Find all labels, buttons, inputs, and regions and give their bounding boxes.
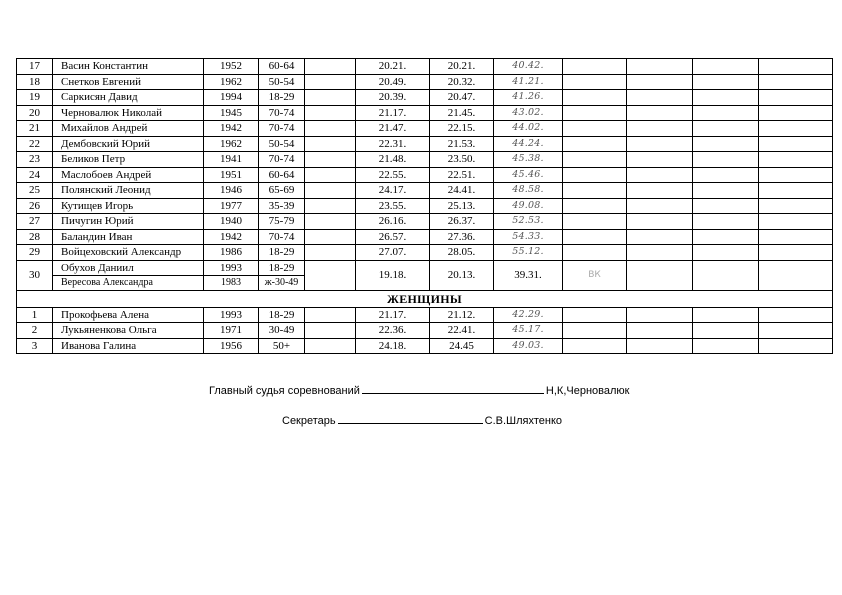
total-time-cell: 41.21. <box>494 74 563 90</box>
birth-year-cell: 1941 <box>204 152 259 168</box>
place-cell: 26 <box>17 198 53 214</box>
empty-cell <box>305 198 356 214</box>
empty-cell <box>693 152 759 168</box>
lap1-time-cell: 24.17. <box>356 183 430 199</box>
lap1-time-cell: 22.31. <box>356 136 430 152</box>
table-row <box>17 338 833 354</box>
empty-cell <box>759 183 833 199</box>
name-cell: Вересова Александра <box>53 275 204 290</box>
birth-year-cell: 1940 <box>204 214 259 230</box>
lap2-time-cell: 24.41. <box>430 183 494 199</box>
table-row <box>17 323 833 339</box>
section-row <box>17 290 833 307</box>
empty-cell <box>305 105 356 121</box>
birth-year-cell: 1946 <box>204 183 259 199</box>
lap1-time-cell: 21.17. <box>356 307 430 323</box>
empty-cell <box>759 74 833 90</box>
lap2-time-cell: 22.41. <box>430 323 494 339</box>
place-cell: 28 <box>17 229 53 245</box>
total-time-cell: 41.26. <box>494 90 563 106</box>
name-cell: Снетков Евгений <box>53 74 204 90</box>
lap2-time-cell: 26.37. <box>430 214 494 230</box>
empty-cell <box>305 338 356 354</box>
empty-cell <box>693 323 759 339</box>
place-cell: 18 <box>17 74 53 90</box>
table-row <box>17 198 833 214</box>
total-time-cell: 49.03. <box>494 338 563 354</box>
place-cell: 23 <box>17 152 53 168</box>
lap2-time-cell: 21.12. <box>430 307 494 323</box>
birth-year-cell: 1942 <box>204 229 259 245</box>
empty-cell <box>305 245 356 261</box>
age-group-cell: 60-64 <box>259 59 305 75</box>
birth-year-cell: 1986 <box>204 245 259 261</box>
age-group-cell: 70-74 <box>259 152 305 168</box>
lap2-time-cell: 21.53. <box>430 136 494 152</box>
total-time-cell: 54.33. <box>494 229 563 245</box>
table-row-pair <box>17 260 833 275</box>
lap1-time-cell: 24.18. <box>356 338 430 354</box>
empty-cell <box>693 307 759 323</box>
table-row <box>17 183 833 199</box>
mark-cell <box>563 183 627 199</box>
chief-judge-signature <box>209 385 629 397</box>
name-cell: Иванова Галина <box>53 338 204 354</box>
lap1-time-cell: 23.55. <box>356 198 430 214</box>
birth-year-cell: 1993 <box>204 307 259 323</box>
age-group-cell: 18-29 <box>259 90 305 106</box>
empty-cell <box>305 214 356 230</box>
lap1-time-cell: 27.07. <box>356 245 430 261</box>
lap2-time-cell: 22.51. <box>430 167 494 183</box>
age-group-cell: 70-74 <box>259 121 305 137</box>
age-group-cell: 70-74 <box>259 229 305 245</box>
age-group-cell: 65-69 <box>259 183 305 199</box>
empty-cell <box>693 245 759 261</box>
place-cell: 21 <box>17 121 53 137</box>
table-row <box>17 74 833 90</box>
total-time-cell: 48.58. <box>494 183 563 199</box>
empty-cell <box>627 229 693 245</box>
lap1-time-cell: 21.47. <box>356 121 430 137</box>
empty-cell <box>759 338 833 354</box>
lap2-time-cell: 20.47. <box>430 90 494 106</box>
total-time-cell: 55.12. <box>494 245 563 261</box>
empty-cell <box>627 136 693 152</box>
mark-cell <box>563 136 627 152</box>
name-cell: Саркисян Давид <box>53 90 204 106</box>
empty-cell <box>627 338 693 354</box>
table-row <box>17 59 833 75</box>
results-table <box>16 58 833 354</box>
place-cell: 24 <box>17 167 53 183</box>
secretary-name: С.В.Шляхтенко <box>484 415 563 427</box>
empty-cell <box>693 229 759 245</box>
empty-cell <box>305 90 356 106</box>
empty-cell <box>627 121 693 137</box>
secretary-signature <box>282 415 562 427</box>
mark-cell <box>563 198 627 214</box>
lap2-time-cell: 20.13. <box>430 260 494 290</box>
lap2-time-cell: 25.13. <box>430 198 494 214</box>
total-time-cell: 43.02. <box>494 105 563 121</box>
empty-cell <box>759 229 833 245</box>
empty-cell <box>693 183 759 199</box>
empty-cell <box>693 214 759 230</box>
empty-cell <box>627 245 693 261</box>
mark-cell <box>563 152 627 168</box>
age-group-cell: 50-54 <box>259 74 305 90</box>
mark-cell <box>563 105 627 121</box>
empty-cell <box>627 260 693 290</box>
empty-cell <box>759 105 833 121</box>
place-cell: 27 <box>17 214 53 230</box>
place-cell: 2 <box>17 323 53 339</box>
lap1-time-cell: 21.48. <box>356 152 430 168</box>
name-cell: Черновалюк Николай <box>53 105 204 121</box>
mark-cell <box>563 121 627 137</box>
birth-year-cell: 1971 <box>204 323 259 339</box>
table-row <box>17 245 833 261</box>
secretary-signature-line <box>338 423 483 424</box>
empty-cell <box>627 90 693 106</box>
age-group-cell: 60-64 <box>259 167 305 183</box>
mark-cell <box>563 323 627 339</box>
empty-cell <box>627 59 693 75</box>
section-title: ЖЕНЩИНЫ <box>17 290 833 307</box>
name-cell: Полянский Леонид <box>53 183 204 199</box>
birth-year-cell: 1945 <box>204 105 259 121</box>
lap1-time-cell: 20.49. <box>356 74 430 90</box>
name-cell: Кутищев Игорь <box>53 198 204 214</box>
empty-cell <box>305 260 356 290</box>
age-group-cell: 70-74 <box>259 105 305 121</box>
empty-cell <box>627 323 693 339</box>
lap2-time-cell: 20.21. <box>430 59 494 75</box>
empty-cell <box>759 59 833 75</box>
lap1-time-cell: 26.57. <box>356 229 430 245</box>
name-cell: Обухов Даниил <box>53 260 204 275</box>
age-group-cell: 18-29 <box>259 260 305 275</box>
place-cell: 20 <box>17 105 53 121</box>
total-time-cell: 45.38. <box>494 152 563 168</box>
name-cell: Васин Константин <box>53 59 204 75</box>
table-row <box>17 214 833 230</box>
birth-year-cell: 1962 <box>204 74 259 90</box>
empty-cell <box>305 167 356 183</box>
empty-cell <box>305 183 356 199</box>
empty-cell <box>693 74 759 90</box>
empty-cell <box>627 214 693 230</box>
empty-cell <box>759 167 833 183</box>
empty-cell <box>627 105 693 121</box>
birth-year-cell: 1942 <box>204 121 259 137</box>
empty-cell <box>305 307 356 323</box>
total-time-cell: 44.02. <box>494 121 563 137</box>
mark-cell <box>563 90 627 106</box>
total-time-cell: 45.46. <box>494 167 563 183</box>
birth-year-cell: 1952 <box>204 59 259 75</box>
table-row <box>17 105 833 121</box>
place-cell: 29 <box>17 245 53 261</box>
total-time-cell: 52.53. <box>494 214 563 230</box>
lap2-time-cell: 28.05. <box>430 245 494 261</box>
lap2-time-cell: 22.15. <box>430 121 494 137</box>
table-row <box>17 307 833 323</box>
place-cell: 1 <box>17 307 53 323</box>
empty-cell <box>693 338 759 354</box>
name-cell: Лукьяненкова Ольга <box>53 323 204 339</box>
empty-cell <box>759 136 833 152</box>
mark-cell <box>563 167 627 183</box>
empty-cell <box>627 74 693 90</box>
empty-cell <box>759 90 833 106</box>
empty-cell <box>627 167 693 183</box>
total-time-cell: 45.17. <box>494 323 563 339</box>
place-cell: 22 <box>17 136 53 152</box>
total-time-cell: 44.24. <box>494 136 563 152</box>
empty-cell <box>759 260 833 290</box>
empty-cell <box>693 121 759 137</box>
empty-cell <box>305 136 356 152</box>
mark-cell <box>563 245 627 261</box>
empty-cell <box>759 245 833 261</box>
empty-cell <box>693 260 759 290</box>
empty-cell <box>627 183 693 199</box>
mark-cell <box>563 307 627 323</box>
birth-year-cell: 1983 <box>204 275 259 290</box>
name-cell: Маслобоев Андрей <box>53 167 204 183</box>
name-cell: Прокофьева Алена <box>53 307 204 323</box>
table-row <box>17 229 833 245</box>
total-time-cell: 40.42. <box>494 59 563 75</box>
total-time-cell: 49.08. <box>494 198 563 214</box>
lap1-time-cell: 19.18. <box>356 260 430 290</box>
mark-cell <box>563 74 627 90</box>
lap2-time-cell: 27.36. <box>430 229 494 245</box>
place-cell: 30 <box>17 260 53 290</box>
name-cell: Михайлов Андрей <box>53 121 204 137</box>
birth-year-cell: 1956 <box>204 338 259 354</box>
mark-cell <box>563 59 627 75</box>
empty-cell <box>693 136 759 152</box>
empty-cell <box>627 198 693 214</box>
lap1-time-cell: 22.55. <box>356 167 430 183</box>
mark-cell <box>563 214 627 230</box>
age-group-cell: 18-29 <box>259 245 305 261</box>
empty-cell <box>759 198 833 214</box>
judge-name: Н,К,Черновалюк <box>545 385 630 397</box>
empty-cell <box>627 307 693 323</box>
empty-cell <box>693 167 759 183</box>
lap2-time-cell: 24.45 <box>430 338 494 354</box>
age-group-cell: 30-49 <box>259 323 305 339</box>
empty-cell <box>305 59 356 75</box>
lap1-time-cell: 22.36. <box>356 323 430 339</box>
name-cell: Войцеховский Александр <box>53 245 204 261</box>
empty-cell <box>693 59 759 75</box>
age-group-cell: 75-79 <box>259 214 305 230</box>
empty-cell <box>305 152 356 168</box>
birth-year-cell: 1951 <box>204 167 259 183</box>
empty-cell <box>305 229 356 245</box>
mark-cell <box>563 338 627 354</box>
table-row <box>17 121 833 137</box>
empty-cell <box>759 214 833 230</box>
age-group-cell: 35-39 <box>259 198 305 214</box>
table-row <box>17 136 833 152</box>
age-group-cell: ж-30-49 <box>259 275 305 290</box>
empty-cell <box>627 152 693 168</box>
table-row <box>17 90 833 106</box>
birth-year-cell: 1994 <box>204 90 259 106</box>
empty-cell <box>693 90 759 106</box>
empty-cell <box>759 121 833 137</box>
birth-year-cell: 1977 <box>204 198 259 214</box>
age-group-cell: 50+ <box>259 338 305 354</box>
birth-year-cell: 1993 <box>204 260 259 275</box>
judge-label: Главный судья соревнований <box>209 385 360 397</box>
mark-cell <box>563 229 627 245</box>
age-group-cell: 50-54 <box>259 136 305 152</box>
empty-cell <box>759 152 833 168</box>
table-row <box>17 152 833 168</box>
empty-cell <box>305 323 356 339</box>
results-body <box>17 59 833 354</box>
name-cell: Пичугин Юрий <box>53 214 204 230</box>
empty-cell <box>693 105 759 121</box>
lap2-time-cell: 20.32. <box>430 74 494 90</box>
empty-cell <box>305 121 356 137</box>
empty-cell <box>305 74 356 90</box>
mark-cell: ВК <box>563 260 627 290</box>
place-cell: 25 <box>17 183 53 199</box>
total-time-cell: 42.29. <box>494 307 563 323</box>
lap2-time-cell: 21.45. <box>430 105 494 121</box>
lap2-time-cell: 23.50. <box>430 152 494 168</box>
lap1-time-cell: 26.16. <box>356 214 430 230</box>
age-group-cell: 18-29 <box>259 307 305 323</box>
total-time-cell: 39.31. <box>494 260 563 290</box>
name-cell: Беликов Петр <box>53 152 204 168</box>
name-cell: Дембовский Юрий <box>53 136 204 152</box>
name-cell: Баландин Иван <box>53 229 204 245</box>
table-row <box>17 167 833 183</box>
birth-year-cell: 1962 <box>204 136 259 152</box>
place-cell: 3 <box>17 338 53 354</box>
lap1-time-cell: 20.39. <box>356 90 430 106</box>
lap1-time-cell: 21.17. <box>356 105 430 121</box>
place-cell: 19 <box>17 90 53 106</box>
lap1-time-cell: 20.21. <box>356 59 430 75</box>
secretary-label: Секретарь <box>282 415 336 427</box>
empty-cell <box>693 198 759 214</box>
place-cell: 17 <box>17 59 53 75</box>
judge-signature-line <box>362 393 544 394</box>
empty-cell <box>759 323 833 339</box>
empty-cell <box>759 307 833 323</box>
